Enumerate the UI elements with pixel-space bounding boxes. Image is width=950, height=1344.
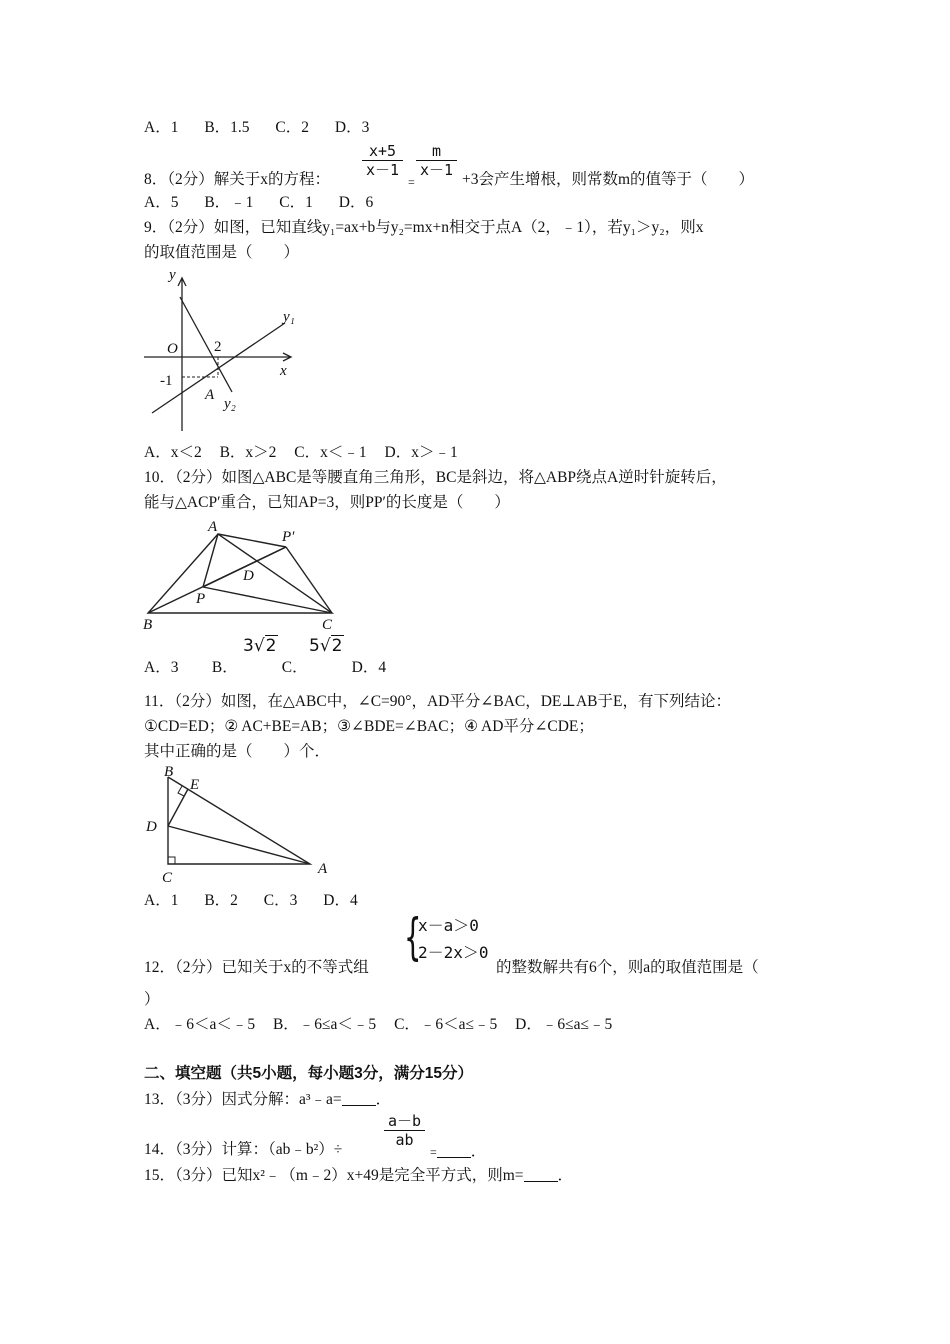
q11-option-d: D．4 [323,892,358,909]
q9-label-o: O [167,341,178,357]
q15-text: 15．（3分）已知x²﹣（m﹣2）x+49是完全平方式，则m= [144,1167,524,1184]
q11-line-3: 其中正确的是（ ）个． [144,743,331,760]
q10-options [144,658,408,678]
section-2-heading: 二、填空题（共5小题，每小题3分，满分15分） [144,1065,473,1082]
q10-label-d: D [243,568,254,584]
q13-question [144,1090,391,1110]
q8-fraction-1 [362,142,403,179]
sqrt-icon: √ [253,636,265,656]
q11-line-1: 11．（2分）如图，在△ABC中，∠C=90°，AD平分∠BAC，DE⊥AB于E，有下列结论： [144,693,731,710]
q8-option-b: B．﹣1 [204,194,254,211]
q10-line-1: 10．（2分）如图△ABC是等腰直角三角形，BC是斜边，将△ABP绕点A逆时针旋转后， [144,469,727,486]
q8-frac2-denominator: x－1 [420,161,454,179]
q10-option-b: B． [211,659,238,676]
q8-option-c: C．1 [279,194,313,211]
q11-label-a: A [318,861,328,877]
q10-option-a: A．3 [144,659,179,676]
q9-label-y2: y₂ [224,396,236,412]
q10-figure [140,514,350,636]
q14-answer-line [430,1142,486,1162]
q8-prefix: 8．（2分）解关于x的方程： [144,171,331,188]
q8-frac2-numerator: m [416,142,457,161]
q10-line-2: 能与△ACP′重合，已知AP=3，则PP′的长度是（ ） [144,494,510,511]
q9-options [144,443,472,463]
q14-prefix: 14．（3分）计算：（ab﹣b²）÷ [144,1141,343,1158]
q8-fraction-2 [416,142,457,179]
q9-option-c: C．x＜﹣1 [294,444,367,461]
q14-end: ． [470,1143,487,1160]
q11-option-c: C．3 [263,892,298,909]
q10-c-coefficient: 5 [309,636,320,656]
q11-label-e: E [190,777,200,793]
q15-answer-blank[interactable] [524,1167,558,1182]
q14-answer-blank[interactable] [437,1143,471,1158]
q9-label-y: y [169,267,176,283]
q8-option-a: A．5 [144,194,179,211]
q10-c-radicand: 2 [331,636,343,656]
brace-icon: { [404,908,422,966]
q14-numerator: a－b [384,1112,425,1131]
q14-fraction [384,1112,425,1149]
q10-option-b-value [243,636,278,656]
q10-label-c: C [322,617,333,633]
q12-option-a: A．﹣6＜a＜﹣5 [144,1016,256,1033]
q9-label-y1: y₁ [283,309,295,325]
q10-option-d: D．4 [351,659,387,676]
q9-line-y2 [180,297,232,392]
q14-denominator: ab [395,1131,414,1149]
q7-option-b: B．1.5 [204,119,250,136]
q12-option-c: C．﹣6＜a≤﹣5 [394,1016,498,1033]
q12-system-row-1: x－a＞0 [418,916,479,935]
q7-option-d: D．3 [334,119,370,136]
q9-option-b: B．x＞2 [219,444,277,461]
q9-label-a: A [205,387,215,403]
q10-option-c: C． [281,659,308,676]
q10-label-p: P [196,591,206,607]
q12-option-b: B．﹣6≤a＜﹣5 [272,1016,377,1033]
q11-option-a: A．1 [144,892,179,909]
q12-system-row-2: 2－2x＞0 [418,943,489,962]
q8-suffix: +3会产生增根，则常数m的值等于（ ） [462,171,755,188]
q10-label-a: A [208,519,218,535]
q11-label-b: B [164,764,174,780]
q7-option-a: A．1 [144,119,179,136]
q9-label-2: 2 [214,339,222,355]
q8-equals: = [408,175,415,189]
q10-label-b: B [143,617,153,633]
q13-end: ． [375,1091,392,1108]
q9-option-d: D．x＞﹣1 [384,444,458,461]
q14-equals: = [430,1145,437,1159]
q10-option-c-value [309,636,344,656]
q11-line-2: ①CD=ED；② AC+BE=AB；③∠BDE=∠BAC；④ AD平分∠CDE； [144,718,594,735]
q15-end: ． [557,1167,574,1184]
q10-label-pp: P′ [282,529,295,545]
q15-question [144,1166,573,1186]
q7-options [144,118,391,138]
q13-answer-blank[interactable] [342,1091,376,1106]
q9-label-neg1: -1 [160,373,173,389]
q10-b-radicand: 2 [265,636,277,656]
q12-prefix: 12．（2分）已知关于x的不等式组 [144,959,369,976]
q7-option-c: C．2 [275,119,310,136]
q9-line-2: 的取值范围是（ ） [144,244,300,261]
q9-figure [140,265,310,435]
sqrt-icon: √ [319,636,331,656]
q12-option-d: D．﹣6≤a≤﹣5 [515,1016,613,1033]
q12-line-2: ） [144,991,160,1008]
q8-frac1-denominator: x－1 [366,161,400,179]
q8-question [144,170,330,190]
q11-options [144,891,380,911]
q8-options [144,193,395,213]
q13-text: 13．（3分）因式分解：a³﹣a= [144,1091,342,1108]
q11-figure [140,763,340,888]
q8-frac1-numerator: x+5 [362,142,403,161]
q11-label-c: C [162,870,173,886]
q9-line-1: 9．（2分）如图，已知直线y₁=ax+b与y₂=mx+n相交于点A（2，﹣1），若y₁＞y₂，则x [144,219,704,236]
q11-option-b: B．2 [204,892,238,909]
q12-options [144,1015,626,1035]
q11-label-d: D [146,819,157,835]
q12-suffix: 的整数解共有6个，则a的取值范围是（ [496,959,759,976]
q9-option-a: A．x＜2 [144,444,202,461]
q9-label-x: x [280,363,287,379]
q8-option-d: D．6 [338,194,374,211]
q10-b-coefficient: 3 [243,636,254,656]
